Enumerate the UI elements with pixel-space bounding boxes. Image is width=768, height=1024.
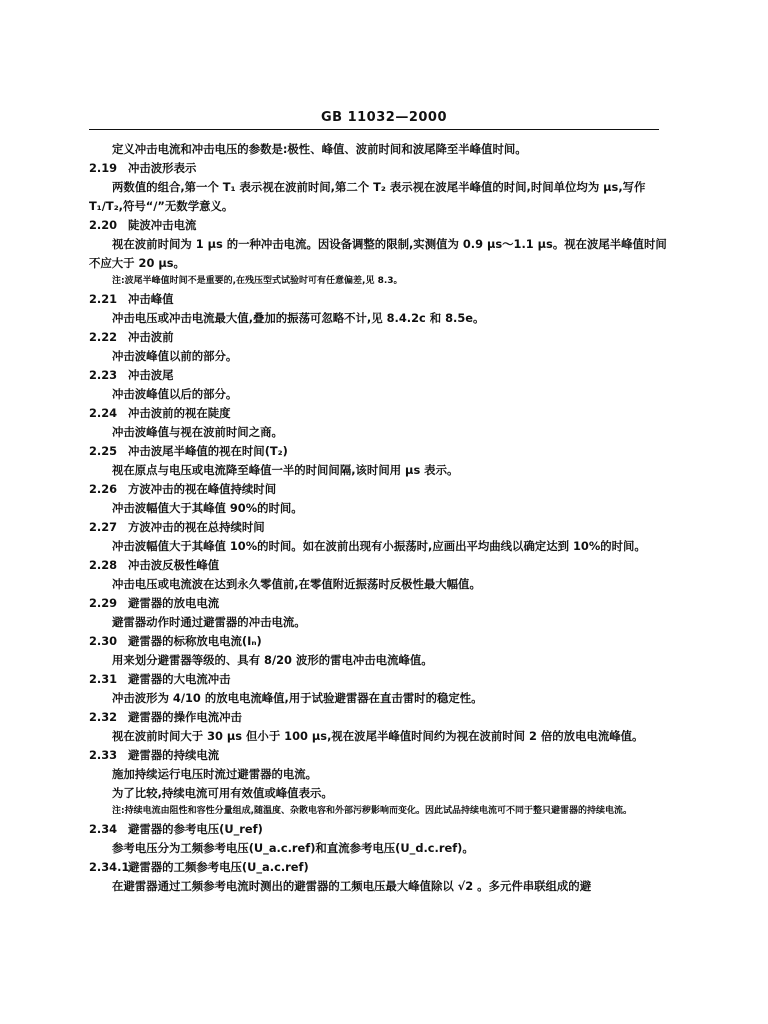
header-rule xyxy=(89,129,659,130)
section-title: 冲击波前的视在陡度 xyxy=(128,406,231,420)
section-number: 2.32 xyxy=(89,710,118,724)
section-number: 2.24 xyxy=(89,406,118,420)
paragraph-text: 避雷器动作时通过避雷器的冲击电流。 xyxy=(112,615,306,629)
section-title: 冲击波前 xyxy=(128,330,174,344)
section-number: 2.25 xyxy=(89,444,118,458)
section-number: 2.19 xyxy=(89,161,118,175)
section-title: 冲击波尾 xyxy=(128,368,174,382)
section-number: 2.22 xyxy=(89,330,118,344)
section-heading xyxy=(89,858,669,877)
section-title: 避雷器的持续电流 xyxy=(128,748,220,762)
section-title: 避雷器的标称放电电流(Iₙ) xyxy=(128,634,262,648)
paragraph-text: 视在波前时间大于 30 μs 但小于 100 μs,视在波尾半峰值时间约为视在波前时间 2 倍的放电电流峰值。 xyxy=(112,729,644,743)
paragraph-text: 冲击波幅值大于其峰值 10%的时间。如在波前出现有小振荡时,应画出平均曲线以确定达到 10%的时间。 xyxy=(112,539,646,553)
section-heading xyxy=(89,746,669,765)
section-title: 避雷器的大电流冲击 xyxy=(128,672,231,686)
section-heading xyxy=(89,328,669,347)
note-text: 注:波尾半峰值时间不是重要的,在残压型式试验时可有任意偏差,见 8.3。 xyxy=(112,276,403,286)
section-heading xyxy=(89,404,669,423)
paragraph-text: 冲击波形为 4/10 的放电电流峰值,用于试验避雷器在直击雷时的稳定性。 xyxy=(112,691,483,705)
section-number: 2.28 xyxy=(89,558,118,572)
paragraph-text: 用来划分避雷器等级的、具有 8/20 波形的雷电冲击电流峰值。 xyxy=(112,653,433,667)
section-title: 避雷器的参考电压(U_ref) xyxy=(128,822,263,836)
paragraph-text: 冲击波幅值大于其峰值 90%的时间。 xyxy=(112,501,303,515)
section-title: 避雷器的工频参考电压(U_a.c.ref) xyxy=(128,860,309,874)
section-heading xyxy=(89,518,669,537)
section-title: 避雷器的操作电流冲击 xyxy=(128,710,242,724)
section-number: 2.30 xyxy=(89,634,118,648)
paragraph-text: 参考电压分为工频参考电压(U_a.c.ref)和直流参考电压(U_d.c.ref)。 xyxy=(112,841,474,855)
section-number: 2.34 xyxy=(89,822,118,836)
paragraph-text: 定义冲击电流和冲击电压的参数是:极性、峰值、波前时间和波尾降至半峰值时间。 xyxy=(112,142,527,156)
paragraph-text: 冲击电压或电流波在达到永久零值前,在零值附近振荡时反极性最大幅值。 xyxy=(112,577,481,591)
section-number: 2.34.1 xyxy=(89,860,130,874)
document-body xyxy=(89,140,669,896)
section-title: 方波冲击的视在峰值持续时间 xyxy=(128,482,277,496)
section-number: 2.26 xyxy=(89,482,118,496)
section-heading xyxy=(89,480,669,499)
section-heading xyxy=(89,159,669,178)
section-heading xyxy=(89,820,669,839)
section-heading xyxy=(89,442,669,461)
section-heading xyxy=(89,366,669,385)
paragraph-text: 视在波前时间为 1 μs 的一种冲击电流。因设备调整的限制,实测值为 0.9 μs～1.1 μs。视在波尾半峰值时间不应大于 20 μs。 xyxy=(89,237,667,270)
section-title: 冲击波形表示 xyxy=(128,161,197,175)
paragraph-text: 冲击波峰值以后的部分。 xyxy=(112,387,238,401)
section-title: 冲击峰值 xyxy=(128,292,174,306)
note-text: 注:持续电流由阻性和容性分量组成,随温度、杂散电容和外部污秽影响而变化。因此试品持续电流可不同于整只避雷器的持续电流。 xyxy=(112,806,633,816)
section-heading xyxy=(89,216,669,235)
section-heading xyxy=(89,708,669,727)
section-title: 冲击波尾半峰值的视在时间(T₂) xyxy=(128,444,288,458)
paragraph-text: 两数值的组合,第一个 T₁ 表示视在波前时间,第二个 T₂ 表示视在波尾半峰值的时间,时间单位均为 μs,写作 T₁/T₂,符号“/”无数学意义。 xyxy=(89,180,646,213)
section-title: 避雷器的放电电流 xyxy=(128,596,220,610)
section-number: 2.20 xyxy=(89,218,118,232)
section-heading xyxy=(89,594,669,613)
section-number: 2.31 xyxy=(89,672,118,686)
section-title: 冲击波反极性峰值 xyxy=(128,558,220,572)
standard-code: GB 11032—2000 xyxy=(320,110,447,125)
section-heading xyxy=(89,632,669,651)
section-heading xyxy=(89,556,669,575)
section-number: 2.33 xyxy=(89,748,118,762)
section-number: 2.27 xyxy=(89,520,118,534)
section-heading xyxy=(89,670,669,689)
section-heading xyxy=(89,290,669,309)
paragraph-text: 施加持续运行电压时流过避雷器的电流。 xyxy=(112,767,318,781)
section-number: 2.21 xyxy=(89,292,118,306)
section-number: 2.23 xyxy=(89,368,118,382)
section-title: 方波冲击的视在总持续时间 xyxy=(128,520,265,534)
paragraph-text: 冲击波峰值以前的部分。 xyxy=(112,349,238,363)
paragraph-text: 在避雷器通过工频参考电流时测出的避雷器的工频电压最大峰值除以 √2 。多元件串联组成的避 xyxy=(112,879,592,893)
paragraph-text: 视在原点与电压或电流降至峰值一半的时间间隔,该时间用 μs 表示。 xyxy=(112,463,459,477)
paragraph-text: 冲击电压或冲击电流最大值,叠加的振荡可忽略不计,见 8.4.2c 和 8.5e。 xyxy=(112,311,485,325)
section-title: 陡波冲击电流 xyxy=(128,218,197,232)
paragraph-text: 冲击波峰值与视在波前时间之商。 xyxy=(112,425,283,439)
section-number: 2.29 xyxy=(89,596,118,610)
paragraph-text: 为了比较,持续电流可用有效值或峰值表示。 xyxy=(112,786,333,800)
